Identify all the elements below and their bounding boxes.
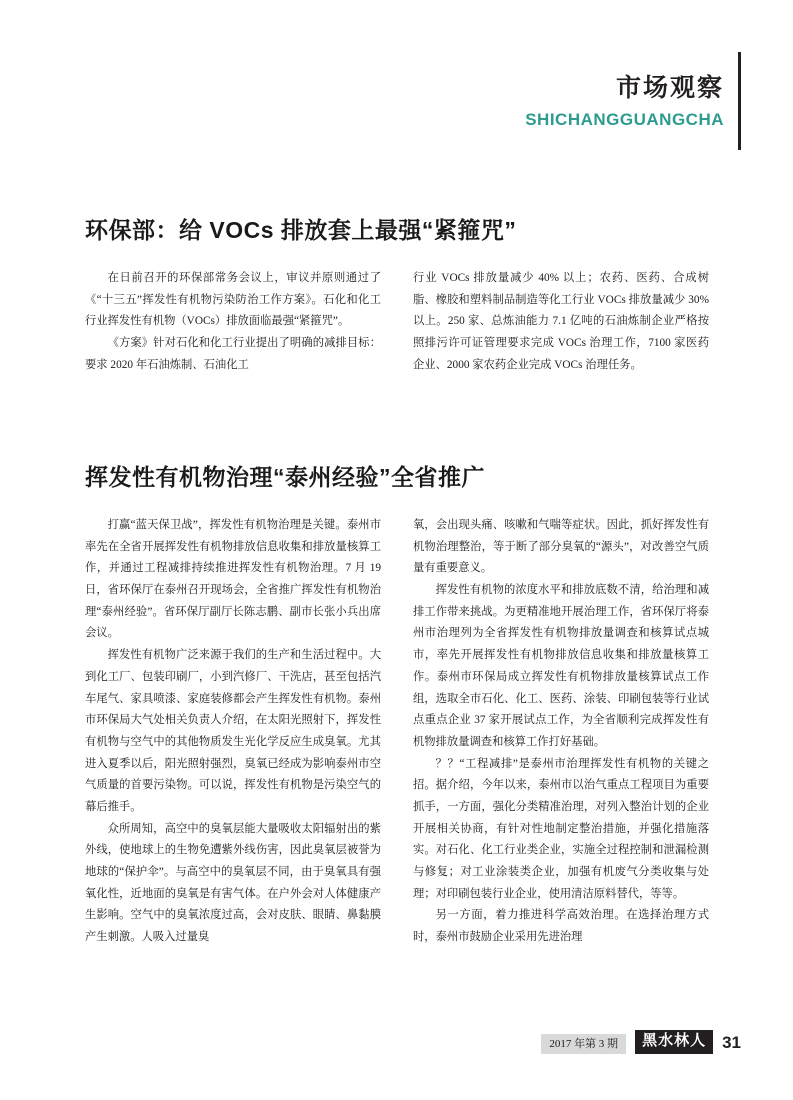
paragraph: 氧，会出现头痛、咳嗽和气喘等症状。因此，抓好挥发性有机物治理整治，等于断了部分臭氧的“源头”，对改善空气质量有重要意义。: [413, 519, 709, 575]
paragraph: 众所周知，高空中的臭氧层能大量吸收太阳辐射出的紫外线，使地球上的生物免遭紫外线伤害，因此臭氧层被誉为地球的“保护伞”。与高空中的臭氧层不同，由于臭氧具有强氧化性，近地面的臭氧是有害气体。在户外会对人体健康产生影响。空气中的臭氧浓度过高，会对皮肤、眼睛、鼻黏膜产生刺激。人吸入过量臭: [85, 822, 381, 944]
article-column-right: [413, 268, 709, 376]
section-title: 市场观察: [615, 73, 724, 102]
article-column-left: [85, 268, 381, 376]
publication-logo: 黑水林人: [635, 1030, 713, 1054]
paragraph: 挥发性有机物广泛来源于我们的生产和生活过程中。大到化工厂、包装印刷厂，小到汽修厂、干洗店，甚至包括汽车尾气、家具喷漆、家庭装修都会产生挥发性有机物。泰州市环保局大气处相关负责人介绍，在太阳光照射下，挥发性有机物与空气中的其他物质发生光化学反应生成臭氧。尤其进入夏季以后，阳光照射强烈，臭氧已经成为影响泰州市空气质量的首要污染物。可以说，挥发性有机物是污染空气的幕后推手。: [85, 649, 381, 813]
footer-inner: [541, 1030, 741, 1054]
article-headline: 挥发性有机物治理“泰州经验”全省推广: [85, 464, 485, 490]
paragraph: ？？“工程减排”是泰州市治理挥发性有机物的关键之招。据介绍，今年以来，泰州市以治气重点工程项目为重要抓手，一方面，强化分类精准治理，对列入整治计划的企业开展相关协商，有针对性地制定整治措施，并强化措施落实。对石化、化工行业类企业，实施全过程控制和泄漏检测与修复；对工业涂装类企业，加强有机废气分类收集与处理；对印刷包装行业企业，使用清洁原料替代，等等。: [413, 757, 709, 900]
article-column-right: [413, 515, 709, 949]
article-headline: 环保部：给 VOCs 排放套上最强“紧箍咒”: [85, 217, 517, 243]
article-taizhou-experience: [85, 462, 709, 949]
section-title-pinyin: SHICHANGGUANGCHA: [525, 110, 724, 130]
article-columns: [85, 268, 709, 376]
paragraph: 另一方面，着力推进科学高效治理。在选择治理方式时，泰州市鼓励企业采用先进治理: [413, 909, 709, 944]
paragraph: 打赢“蓝天保卫战”，挥发性有机物治理是关键。泰州市率先在全省开展挥发性有机物排放信息收集和排放量核算工作，并通过工程减排持续推进挥发性有机物治理。7 月 19 日，省环保厅在泰州召开现场会，全省推广挥发性有机物治理“泰州经验”。省环保厅副厅长陈志鹏、副市长张小兵出席会议。: [85, 519, 381, 640]
article-column-left: [85, 515, 381, 949]
article-vocs-emission: [85, 215, 709, 376]
issue-label: 2017 年第 3 期: [541, 1034, 626, 1054]
paragraph: 行业 VOCs 排放量减少 40% 以上；农药、医药、合成树脂、橡胶和塑料制品制造等化工行业 VOCs 排放量减少 30% 以上。250 家、总炼油能力 7.1 亿吨的石油炼制企业严格按照排污许可证管理要求完成 VOCs 治理工作，7100 家医药企业、2000 家农药企业完成 VOCs 治理任务。: [413, 272, 709, 371]
article-columns: [85, 515, 709, 949]
page-number: 31: [722, 1032, 741, 1052]
page-footer: [0, 1028, 793, 1054]
header-vertical-rule: [738, 52, 741, 150]
paragraph: 在日前召开的环保部常务会议上，审议并原则通过了《“十三五”挥发性有机物污染防治工作方案》。石化和化工行业挥发性有机物（VOCs）排放面临最强“紧箍咒”。: [85, 272, 381, 328]
paragraph: 《方案》针对石化和化工行业提出了明确的减排目标：要求 2020 年石油炼制、石油化工: [85, 337, 381, 371]
page-header: [525, 52, 741, 150]
paragraph: 挥发性有机物的浓度水平和排放底数不清，给治理和减排工作带来挑战。为更精准地开展治理工作，省环保厅将泰州市治理列为全省挥发性有机物排放量调查和核算试点城市，率先开展挥发性有机物排放信息收集和排放量核算工作。泰州市环保局成立挥发性有机物排放量核算试点工作组，选取全市石化、化工、医药、涂装、印刷包装等行业试点重点企业 37 家开展试点工作，为全省顺利完成挥发性有机物排放量调查和核算工作打好基础。: [413, 584, 709, 748]
header-text-block: [525, 52, 738, 150]
